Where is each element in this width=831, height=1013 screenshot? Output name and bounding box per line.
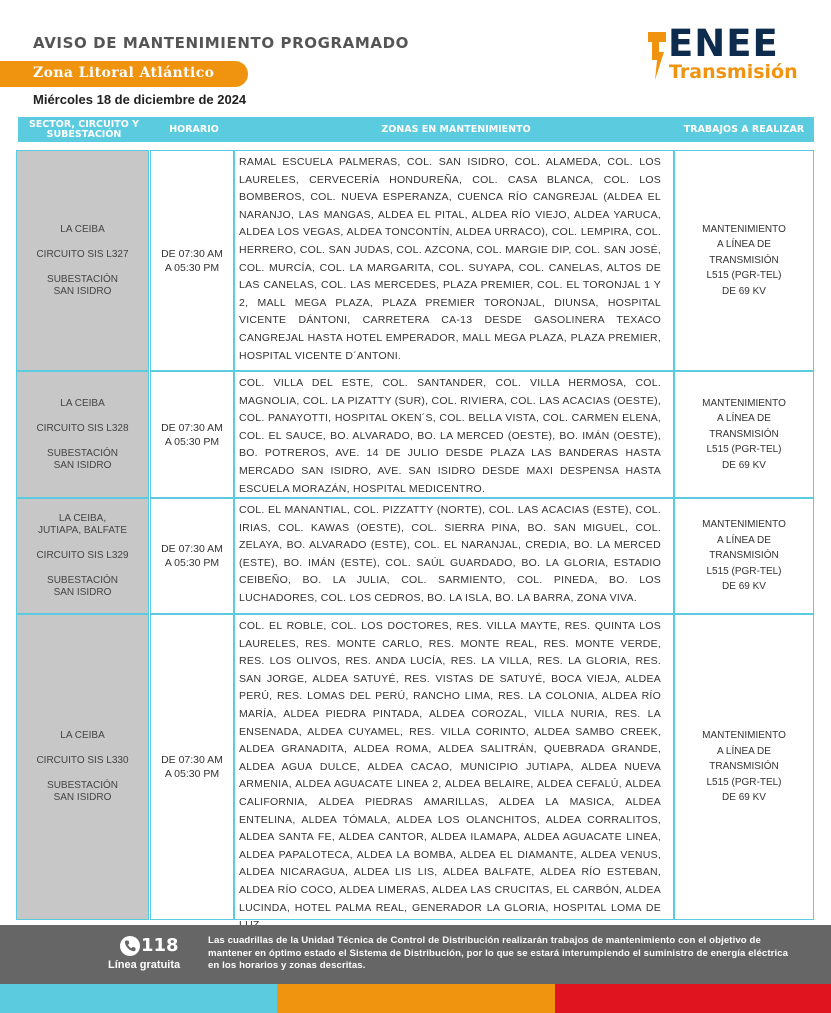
hours-end: A 05:30 PM [164, 435, 220, 448]
works-line: A LÍNEA DE [717, 534, 771, 546]
works-line: TRANSMISIÓN [709, 550, 779, 562]
logo-transmision: Transmisión [669, 61, 798, 83]
sector-city: JUTIAPA, BALFATE [37, 525, 128, 536]
works-line: TRANSMISIÓN [709, 428, 779, 440]
hours-cell [150, 150, 234, 371]
logo-enee: ENEE [668, 22, 779, 65]
sector-substation-label: SUBESTACIÓN [47, 273, 118, 285]
works-line: MANTENIMIENTO [702, 519, 786, 531]
hours-cell [150, 371, 234, 498]
sector-city: LA CEIBA [60, 223, 105, 235]
phone-number: 118 [141, 935, 179, 956]
sector-substation: SAN ISIDRO [53, 587, 112, 598]
stripe-orange [277, 984, 555, 1013]
sector-substation: SAN ISIDRO [53, 285, 112, 297]
zone-name: Zona Litoral Atlántico [33, 65, 215, 81]
works-cell [674, 614, 814, 920]
sector-cell [16, 371, 149, 498]
sector-city: LA CEIBA, [58, 513, 107, 524]
works-line: MANTENIMIENTO [702, 397, 786, 409]
zones-cell: COL. EL MANANTIAL, COL. PIZZATTY (NORTE), COL. LAS ACACIAS (ESTE), COL. IRIAS, COL. KAWAS (OESTE), COL. SIERRA PINA, BO. SAN MIGUEL, COL. ZELAYA, BO. ALVARADO (ESTE), COL. EL NARANJAL, CREDIA, BO. LA MERCED (ESTE), BO. IMÁN (ESTE), COL. SAÚL GUARDADO, BO. LA GLORIA, ESTADIO CEIBEÑO, BO. LA JULIA, COL. SARMIENTO, COL. PINEDA, BO. LOS LUCHADORES, COL. LOS CEDROS, BO. LA ISLA, BO. LA BARRA, ZONA VIVA. [234, 498, 674, 614]
table-row [16, 614, 814, 920]
hours-start: DE 07:30 AM [161, 247, 223, 260]
works-line: DE 69 KV [722, 581, 766, 593]
hours-end: A 05:30 PM [164, 768, 220, 780]
stripe-cyan [0, 984, 277, 1013]
sector-substation: SAN ISIDRO [53, 459, 112, 471]
sector-substation-label: SUBESTACIÓN [47, 780, 118, 791]
sector-circuit: CIRCUITO SIS L328 [36, 422, 129, 434]
works-line: MANTENIMIENTO [702, 730, 786, 742]
sector-circuit: CIRCUITO SIS L329 [36, 550, 129, 561]
zones-cell: COL. VILLA DEL ESTE, COL. SANTANDER, COL. VILLA HERMOSA, COL. MAGNOLIA, COL. LA PIZATTY (SUR), COL. RIVIERA, COL. LAS ACACIAS (OESTE), COL. PANAYOTTI, HOSPITAL OKEN´S, COL. BELLA VISTA, COL. CARMEN ELENA, COL. EL SAUCE, BO. ALVARADO, BO. LA MERCED (OESTE), BO. IMÁN (OESTE), BO. POTREROS, AVE. 14 DE JULIO DESDE PLAZA LAS BANDERAS HASTA MERCADO SAN ISIDRO, AVE. SAN ISIDRO DESDE MAXI DESPENSA HASTA ESCUELA MORAZÁN, HOSPITAL MEDICENTRO. [234, 371, 674, 498]
header-hours: HORARIO [169, 123, 219, 135]
works-line: L515 (PGR-TEL) [706, 444, 782, 456]
works-line: L515 (PGR-TEL) [706, 776, 782, 788]
sector-substation-label: SUBESTACIÓN [47, 447, 118, 459]
notice-date: Miércoles 18 de diciembre de 2024 [33, 92, 247, 107]
works-line: TRANSMISIÓN [709, 761, 779, 773]
works-cell [674, 371, 814, 498]
works-line: A LÍNEA DE [717, 413, 771, 425]
sector-cell [16, 498, 149, 614]
works-line: DE 69 KV [722, 459, 766, 471]
sector-substation: SAN ISIDRO [53, 792, 112, 803]
table-row [16, 371, 814, 498]
works-line: A LÍNEA DE [717, 745, 771, 757]
works-cell [674, 498, 814, 614]
enee-bolt-icon [646, 32, 666, 80]
zones-cell: COL. EL ROBLE, COL. LOS DOCTORES, RES. VILLA MAYTE, RES. QUINTA LOS LAURELES, RES. MONTE CARLO, RES. MONTE REAL, RES. MONTE VERDE, RES. LOS OLIVOS, RES. ANDA LUCÍA, RES. LA VILLA, RES. LA GLORIA, RES. SAN JORGE, ALDEA SATUYÉ, RES. VISTAS DE SATUYÉ, BOCA VIEJA, ALDEA PERÚ, RES. LOMAS DEL PERÚ, RANCHO LIMA, RES. LA COLONIA, ALDEA RÍO MARÍA, ALDEA PIEDRA PINTADA, ALDEA COROZAL, VILLA NURIA, RES. LA ENSENADA, ALDEA CUYAMEL, RES. VILLA CORINTO, ALDEA SAMBO CREEK, ALDEA GRANADITA, ALDEA ROMA, ALDEA SALITRÁN, QUEBRADA GRANDE, ALDEA AGUA DULCE, ALDEA CACAO, MUNICIPIO JUTIAPA, ALDEA NUEVA ARMENIA, ALDEA AGUACATE LINEA 2, ALDEA BELAIRE, ALDEA CEFALÚ, ALDEA CALIFORNIA, ALDEA PIEDRAS AMARILLAS, ALDEA LA MASICA, ALDEA ENTELINA, ALDEA TÓMALA, ALDEA LOS OLANCHITOS, ALDEA CORRALITOS, ALDEA SANTA FE, ALDEA CANTOR, ALDEA ILAMAPA, ALDEA AGUACATE LINEA, ALDEA PAPALOTECA, ALDEA LA BOMBA, ALDEA EL DIAMANTE, ALDEA VENUS, ALDEA NICARAGUA, ALDEA LIS LIS, ALDEA BALFATE, ALDEA RÍO ESTEBAN, ALDEA RÍO COCO, ALDEA LIMERAS, ALDEA LAS CRUCITAS, EL CARBÓN, ALDEA LUCINDA, HOTEL PALMA REAL, GENERADOR LA GLORIA, HOSPITAL LOMA DE [234, 614, 674, 920]
works-line: DE 69 KV [722, 792, 766, 804]
works-line: MANTENIMIENTO [702, 223, 786, 235]
hours-end: A 05:30 PM [164, 557, 220, 569]
works-line: L515 (PGR-TEL) [706, 270, 782, 282]
hours-start: DE 07:30 AM [161, 754, 223, 766]
hours-cell [150, 614, 234, 920]
sector-circuit: CIRCUITO SIS L327 [36, 248, 129, 260]
header-works: TRABAJOS A REALIZAR [683, 123, 805, 135]
sector-city: LA CEIBA [60, 397, 105, 409]
sector-cell [16, 150, 149, 371]
header-zones: ZONAS EN MANTENIMIENTO [381, 123, 531, 135]
hours-start: DE 07:30 AM [161, 543, 223, 555]
stripe-red [555, 984, 831, 1013]
works-cell [674, 150, 814, 371]
zones-cell: RAMAL ESCUELA PALMERAS, COL. SAN ISIDRO, COL. ALAMEDA, COL. LOS LAURELES, CERVECERÍA HONDUREÑA, COL. CASA BLANCA, COL. LOS BOMBEROS, COL. NUEVA ESPERANZA, CUENCA RÍO CANGREJAL (ALDEA EL NARANJO, LAS MANGAS, ALDEA EL PITAL, ALDEA RÍO VIEJO, ALDEA YARUCA, ALDEA LOS VEGAS, ALDEA TONCONTÍN, ALDEA URRACO), COL. LEMPIRA, COL. HERRERO, COL. SAN JUDAS, COL. AZCONA, COL. MARGIE DIP, COL. SAN JOSÉ, COL. MURCÍA, COL. LA MARGARITA, COL. SUYAPA, COL. CANELAS, ALTOS DE LAS CANELAS, COL. LAS MERCEDES, PLAZA PREMIER, COL. EL TORONJAL 1 Y 2, MALL MEGA PLAZA, PLAZA PREMIER TORONJAL, DIUNSA, HOSPITAL VICENTE DÁNTONI, CARRETERA CA-13 DESDE GASOLINERA TEXACO CANGREJAL HASTA HOTEL EMPERADOR, MALL MEGA PLAZA, PLAZA PREMIER, HOSPITAL VICENTE D´ANTONI. [234, 150, 674, 371]
sector-substation-label: SUBESTACIÓN [47, 575, 118, 586]
sector-circuit: CIRCUITO SIS L330 [36, 755, 129, 766]
notice-title: AVISO DE MANTENIMIENTO PROGRAMADO [33, 34, 409, 52]
sector-city: LA CEIBA [60, 730, 105, 741]
sector-cell [16, 614, 149, 920]
footer-message: Las cuadrillas de la Unidad Técnica de Control de Distribución realizarán trabajos de mantenimiento con el objetivo de mantener en óptimo estado el Sistema de Distribución, por lo que se estará interumpiendo el suministro de energía eléctrica en los horarios y zonas descritas. [208, 935, 789, 971]
table-row [16, 150, 814, 371]
phone-label: Línea gratuita [108, 959, 181, 971]
table-header [18, 117, 814, 142]
hours-start: DE 07:30 AM [161, 421, 223, 434]
hours-cell [150, 498, 234, 614]
hours-end: A 05:30 PM [164, 261, 220, 274]
works-line: DE 69 KV [722, 285, 766, 297]
phone-icon [120, 936, 140, 956]
table-row [16, 498, 814, 614]
works-line: A LÍNEA DE [717, 239, 771, 251]
works-line: L515 (PGR-TEL) [706, 565, 782, 577]
works-line: TRANSMISIÓN [709, 254, 779, 266]
header-sector: SECTOR, CIRCUITO Y SUBESTACIÓN [28, 118, 140, 140]
